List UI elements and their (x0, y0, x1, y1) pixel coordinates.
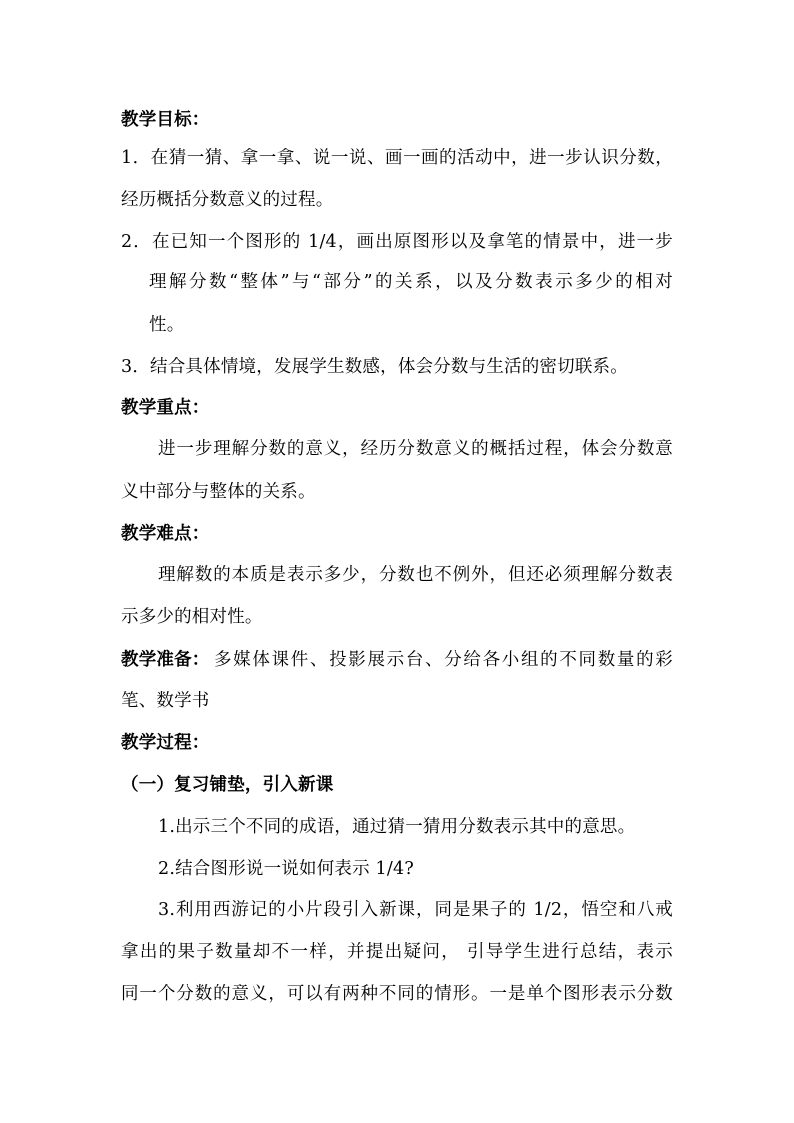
objective-2-line-1: 2．在已知一个图形的 1/4，画出原图形以及拿笔的情景中，进一步 (121, 232, 673, 252)
step-2: 2.结合图形说一说如何表示 1/4? (158, 859, 414, 879)
preparation-line-2: 笔、数学书 (121, 691, 210, 711)
objectives-heading: 教学目标： (121, 110, 210, 130)
section-1-heading: （一）复习铺垫，引入新课 (121, 775, 334, 795)
process-heading: 教学过程： (121, 733, 210, 753)
preparation-label: 教学准备： (121, 650, 210, 670)
difficulty-heading: 教学难点： (121, 524, 210, 544)
step-3-line-3: 同一个分数的意义，可以有两种不同的情形。一是单个图形表示分数 (121, 984, 673, 1004)
step-1: 1.出示三个不同的成语，通过猜一猜用分数表示其中的意思。 (158, 817, 636, 837)
step-3-line-2: 拿出的果子数量却不一样，并提出疑问， 引导学生进行总结，表示 (121, 942, 673, 962)
key-points-heading: 教学重点： (121, 398, 210, 418)
preparation-line-1: 多媒体课件、投影展示台、分给各小组的不同数量的彩 (214, 650, 673, 670)
step-3-line-1: 3.利用西游记的小片段引入新课，同是果子的 1/2，悟空和八戒 (158, 900, 673, 920)
objective-2-line-3: 性。 (149, 315, 185, 335)
objective-1-line-2: 经历概括分数意义的过程。 (121, 190, 334, 210)
key-points-line-1: 进一步理解分数的意义，经历分数意义的概括过程，体会分数意 (158, 439, 673, 459)
objective-1-line-1: 1．在猜一猜、拿一拿、说一说、画一画的活动中，进一步认识分数， (121, 148, 673, 168)
objective-3: 3．结合具体情境，发展学生数感，体会分数与生活的密切联系。 (121, 357, 628, 377)
key-points-line-2: 义中部分与整体的关系。 (121, 482, 316, 502)
difficulty-line-2: 示多少的相对性。 (121, 607, 263, 627)
difficulty-line-1: 理解数的本质是表示多少，分数也不例外，但还必须理解分数表 (158, 565, 673, 585)
objective-2-line-2: 理解分数“整体”与“部分”的关系，以及分数表示多少的相对 (149, 272, 673, 292)
